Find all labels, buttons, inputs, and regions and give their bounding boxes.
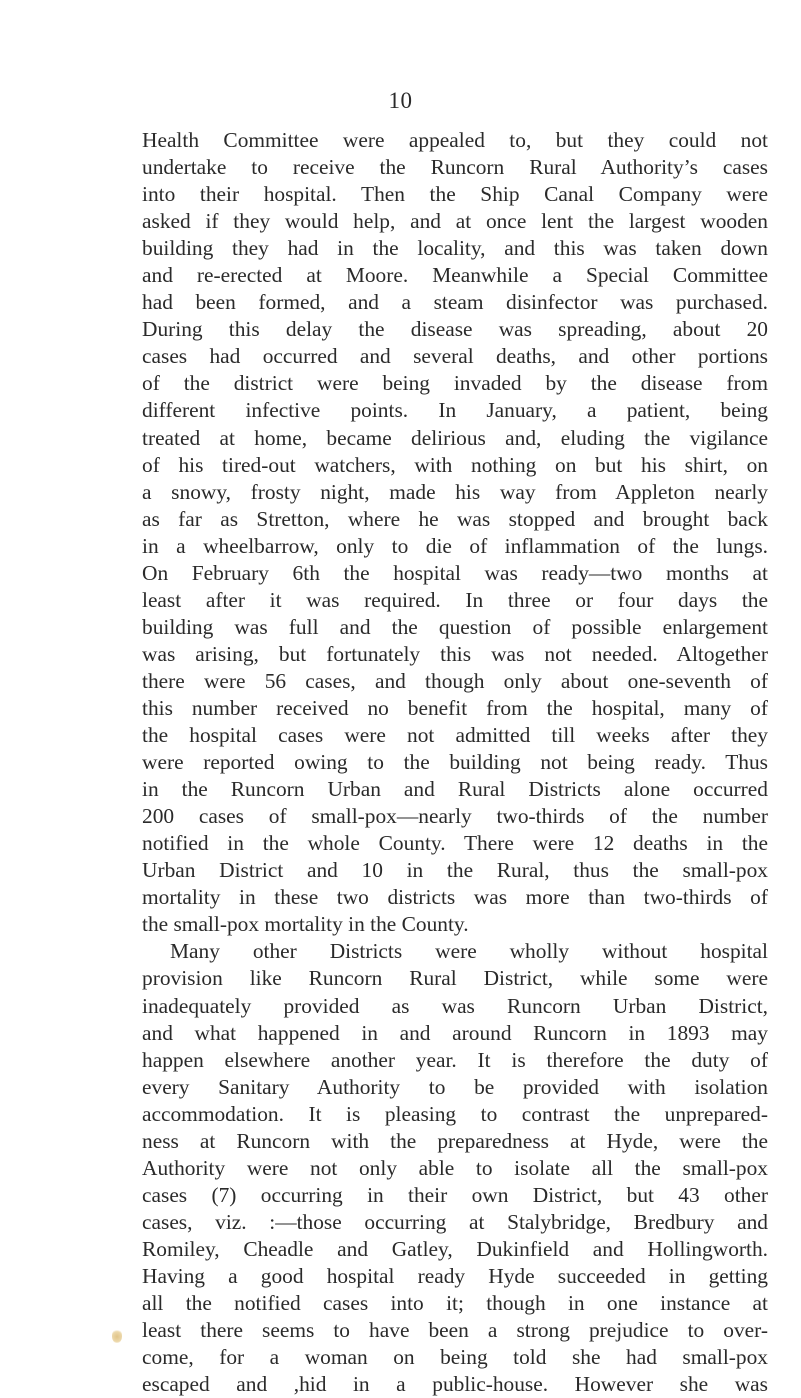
text-line: of the district were being invaded by the disease from bbox=[142, 371, 768, 396]
text-line: the hospital cases were not admitted till weeks after they bbox=[142, 723, 768, 748]
text-line: and what happened in and around Runcorn in 1893 may bbox=[142, 1020, 768, 1045]
text-line: ness at Runcorn with the preparedness at Hyde, were the bbox=[142, 1128, 768, 1153]
text-line: every Sanitary Authority to be provided with isolation bbox=[142, 1074, 768, 1099]
text-line: Authority were not only able to isolate all the small-pox bbox=[142, 1155, 768, 1180]
text-line: of his tired-out watchers, with nothing on but his shirt, on bbox=[142, 452, 768, 477]
text-line: During this delay the disease was spreading, about 20 bbox=[142, 317, 768, 342]
text-line: On February 6th the hospital was ready—two months at bbox=[142, 560, 768, 585]
text-line: Having a good hospital ready Hyde succeeded in getting bbox=[142, 1263, 768, 1288]
paragraph-2 bbox=[142, 938, 768, 1398]
text-line: were reported owing to the building not being ready. Thus bbox=[142, 750, 768, 775]
text-line: cases, viz. :—those occurring at Stalybridge, Bredbury and bbox=[142, 1209, 768, 1234]
text-line: treated at home, became delirious and, eluding the vigilance bbox=[142, 425, 768, 450]
text-line: escaped and ,hid in a public-house. However she was bbox=[142, 1372, 768, 1397]
text-line: notified in the whole County. There were 12 deaths in the bbox=[142, 831, 768, 856]
text-line: Urban District and 10 in the Rural, thus the small-pox bbox=[142, 858, 768, 883]
paper-stain-mark bbox=[112, 1329, 122, 1343]
text-line: come, for a woman on being told she had small-pox bbox=[142, 1345, 768, 1370]
text-line: provision like Runcorn Rural District, while some were bbox=[142, 966, 768, 991]
text-line: all the notified cases into it; though in one instance at bbox=[142, 1291, 768, 1316]
text-line: there were 56 cases, and though only about one-seventh of bbox=[142, 668, 768, 693]
text-line: mortality in these two districts was more than two-thirds of bbox=[142, 885, 768, 910]
text-line: accommodation. It is pleasing to contrast the unprepared- bbox=[142, 1101, 768, 1126]
text-line: building was full and the question of possible enlargement bbox=[142, 614, 768, 639]
body-text bbox=[142, 127, 768, 1398]
page-number: 10 bbox=[388, 88, 413, 113]
paragraph-1 bbox=[142, 127, 768, 938]
text-line: and re-erected at Moore. Meanwhile a Special Committee bbox=[142, 263, 768, 288]
text-line: Romiley, Cheadle and Gatley, Dukinfield and Hollingworth. bbox=[142, 1236, 768, 1261]
text-line: was arising, but fortunately this was not needed. Altogether bbox=[142, 641, 768, 666]
text-line: a snowy, frosty night, made his way from Appleton nearly bbox=[142, 479, 768, 504]
text-line: undertake to receive the Runcorn Rural Authority’s cases bbox=[142, 155, 768, 180]
text-line: building they had in the locality, and this was taken down bbox=[142, 236, 768, 261]
text-line: cases had occurred and several deaths, and other portions bbox=[142, 344, 768, 369]
text-line: least there seems to have been a strong prejudice to over- bbox=[142, 1318, 768, 1343]
text-line: happen elsewhere another year. It is therefore the duty of bbox=[142, 1047, 768, 1072]
text-line: inadequately provided as was Runcorn Urban District, bbox=[142, 993, 768, 1018]
text-line: Many other Districts were wholly without hospital bbox=[170, 939, 768, 964]
text-line: different infective points. In January, a patient, being bbox=[142, 398, 768, 423]
text-line: 200 cases of small-pox—nearly two-thirds of the number bbox=[142, 804, 768, 829]
text-line: asked if they would help, and at once lent the largest wooden bbox=[142, 209, 768, 234]
text-line: this number received no benefit from the hospital, many of bbox=[142, 695, 768, 720]
text-line: cases (7) occurring in their own District, but 43 other bbox=[142, 1182, 768, 1207]
text-line: in a wheelbarrow, only to die of inflammation of the lungs. bbox=[142, 533, 768, 558]
text-line: had been formed, and a steam disinfector was purchased. bbox=[142, 290, 768, 315]
text-line: Health Committee were appealed to, but they could not bbox=[142, 128, 768, 152]
text-line: the small-pox mortality in the County. bbox=[142, 912, 469, 937]
text-line: least after it was required. In three or four days the bbox=[142, 587, 768, 612]
text-line: in the Runcorn Urban and Rural Districts alone occurred bbox=[142, 777, 768, 802]
text-line: as far as Stretton, where he was stopped and brought back bbox=[142, 506, 768, 531]
text-line: into their hospital. Then the Ship Canal Company were bbox=[142, 182, 768, 207]
